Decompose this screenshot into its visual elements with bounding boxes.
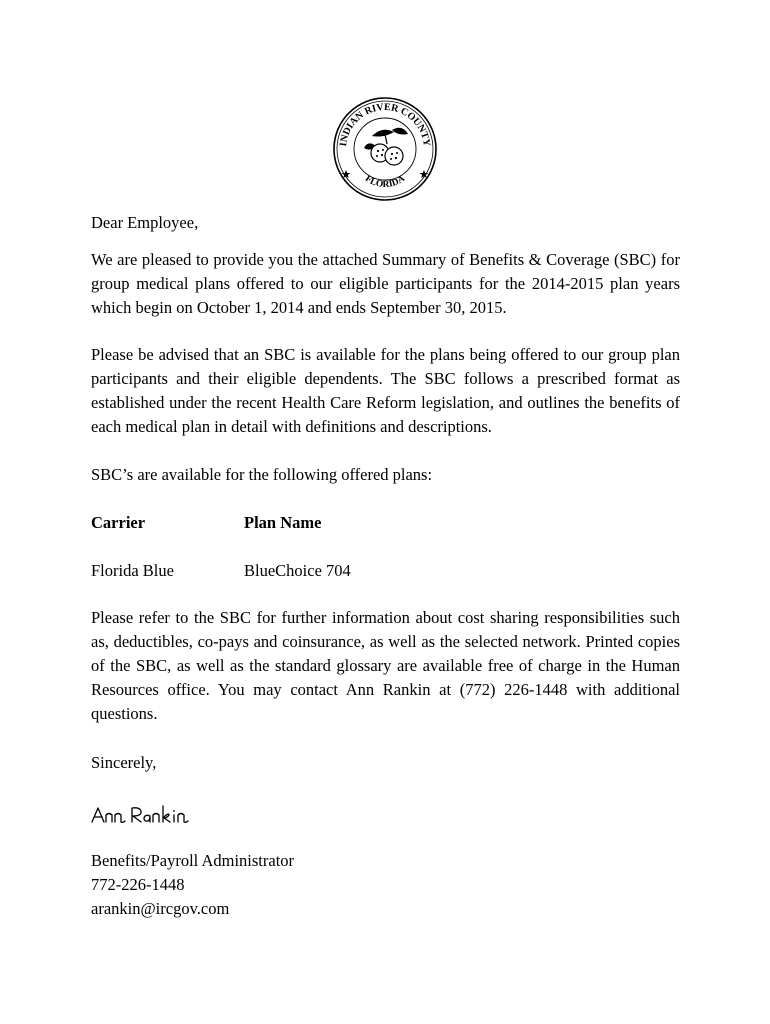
table-header-plan-name: Plan Name — [244, 513, 322, 532]
seal-bottom-text: FLORIDA — [363, 173, 407, 191]
intro-paragraph: We are pleased to provide you the attached Summary of Benefits & Coverage (SBC) for group medical plans offered to our eligible participants for the 2014-2015 plan years which begin on October 1, 2014 and ends September 30, 2015. — [91, 250, 680, 317]
cost-sharing-paragraph: Please refer to the SBC for further information about cost sharing responsibilities such as, deductibles, co-pays and coinsurance, as well as the selected network. Printed copies of the SBC, as well as the standard glossary are available free of charge in the Human Resources office. You may contact Ann Rankin at (772) 226-1448 with additional questions. — [91, 608, 680, 723]
sbc-availability-paragraph: Please be advised that an SBC is available for the plans being offered to our group plan participants and their eligible dependents. The SBC follows a prescribed format as established under the recent Health Care Reform legislation, and outlines the benefits of each medical plan in detail with definitions and descriptions. — [91, 345, 680, 436]
county-seal — [332, 96, 438, 202]
table-cell-carrier: Florida Blue — [91, 561, 174, 580]
closing: Sincerely, — [91, 753, 157, 772]
signer-title: Benefits/Payroll Administrator — [91, 851, 295, 870]
county-seal-icon — [332, 96, 438, 202]
table-cell-plan-name: BlueChoice 704 — [244, 561, 351, 580]
seal-top-text: INDIAN RIVER COUNTY — [338, 101, 432, 148]
signature-icon — [91, 800, 291, 830]
table-header-carrier: Carrier — [91, 513, 146, 532]
handwritten-signature — [91, 800, 291, 830]
citrus-emblem — [364, 128, 408, 165]
signature-dot — [173, 810, 175, 812]
signer-email: arankin@ircgov.com — [91, 899, 230, 918]
signer-phone: 772-226-1448 — [91, 875, 185, 894]
plans-intro-paragraph: SBC’s are available for the following offered plans: — [91, 465, 433, 484]
signature-block — [91, 849, 294, 921]
greeting: Dear Employee, — [91, 213, 199, 232]
